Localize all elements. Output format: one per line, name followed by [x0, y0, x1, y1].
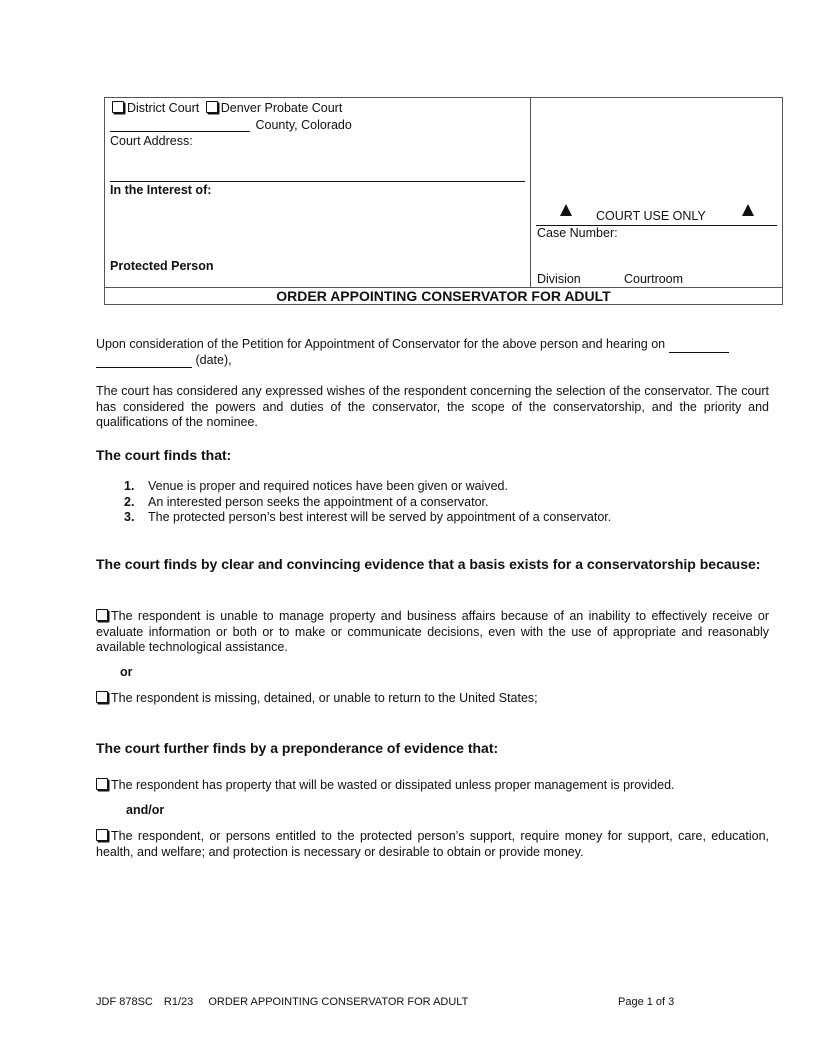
further-option-2-checkbox[interactable]	[96, 829, 108, 841]
caption-divider-vertical	[530, 98, 531, 287]
county-suffix: County, Colorado	[255, 118, 352, 132]
caption-box	[104, 97, 783, 305]
county-blank[interactable]	[110, 118, 250, 132]
finding-number: 3.	[124, 510, 135, 524]
form-title: ORDER APPOINTING CONSERVATOR FOR ADULT	[276, 288, 611, 304]
up-arrow-icon-left	[560, 204, 572, 216]
further-heading: The court further finds by a preponderance of evidence that:	[96, 740, 499, 756]
finding-number: 2.	[124, 495, 135, 509]
finding-number: 1.	[124, 479, 135, 493]
basis-option-1-text: The respondent is unable to manage property and business affairs because of an inability to effectively receive or evaluate information or both or to make or communicate decisions, even with the use of appropriate and reasonably available technological assistance.	[96, 609, 769, 654]
findings-heading: The court finds that:	[96, 447, 232, 463]
form-number: JDF 878SC	[96, 996, 153, 1008]
denver-probate-checkbox[interactable]	[206, 101, 218, 113]
case-number-label: Case Number:	[537, 226, 618, 240]
denver-probate-label: Denver Probate Court	[220, 101, 343, 115]
court-options	[112, 101, 342, 115]
further-option-1-text: The respondent has property that will be wasted or dissipated unless proper management is provided.	[111, 778, 675, 792]
finding-item-3	[124, 510, 611, 524]
intro-text: Upon consideration of the Petition for Appointment of Conservator for the above person and hearing on	[96, 337, 666, 351]
district-court-label: District Court	[127, 101, 200, 115]
court-address-label: Court Address:	[110, 134, 193, 148]
basis-option-1	[96, 609, 769, 656]
basis-option-2-text: The respondent is missing, detained, or unable to return to the United States;	[111, 691, 538, 705]
county-line	[110, 118, 352, 132]
division-label: Division	[537, 272, 581, 286]
intro-date-suffix: (date),	[195, 352, 232, 367]
finding-text: Venue is proper and required notices have been given or waived.	[148, 479, 508, 493]
finding-text: The protected person’s best interest will be served by appointment of a conservator.	[148, 510, 612, 524]
district-court-checkbox[interactable]	[112, 101, 124, 113]
footer	[96, 996, 696, 1008]
further-option-2-text: The respondent, or persons entitled to the protected person’s support, require money for support, care, education, health, and welfare; and protection is necessary or desirable to obtain or provide money.	[96, 829, 769, 859]
protected-person-label: Protected Person	[110, 259, 214, 273]
up-arrow-icon-right	[742, 204, 754, 216]
footer-form-name: ORDER APPOINTING CONSERVATOR FOR ADULT	[208, 996, 469, 1008]
finding-item-2	[124, 495, 489, 509]
court-use-only: COURT USE ONLY	[596, 209, 706, 223]
basis-option-2-checkbox[interactable]	[96, 691, 108, 703]
finding-text: An interested person seeks the appointment of a conservator.	[148, 495, 489, 509]
hearing-date-blank-1[interactable]	[669, 340, 729, 353]
andor-label: and/or	[126, 803, 165, 817]
interest-label: In the Interest of:	[110, 183, 212, 197]
or-label: or	[120, 665, 133, 679]
basis-option-2	[96, 691, 538, 705]
intro-paragraph	[96, 337, 769, 368]
further-option-1	[96, 778, 675, 792]
further-option-2	[96, 829, 769, 860]
hearing-date-blank-2[interactable]	[96, 355, 192, 368]
court-address-rule	[110, 181, 525, 182]
finding-item-1	[124, 479, 508, 493]
basis-heading: The court finds by clear and convincing evidence that a basis exists for a conservatorship because:	[96, 556, 761, 572]
courtroom-label: Courtroom	[624, 272, 684, 286]
page-number: Page 1 of 3	[618, 996, 675, 1008]
further-option-1-checkbox[interactable]	[96, 778, 108, 790]
form-revision: R1/23	[163, 996, 194, 1008]
considered-paragraph: The court has considered any expressed wishes of the respondent concerning the selection of the conservator. The court has considered the powers and duties of the conservator, the scope of the conservatorship, and the priority and qualifications of the nominee.	[96, 384, 769, 429]
basis-option-1-checkbox[interactable]	[96, 609, 108, 621]
